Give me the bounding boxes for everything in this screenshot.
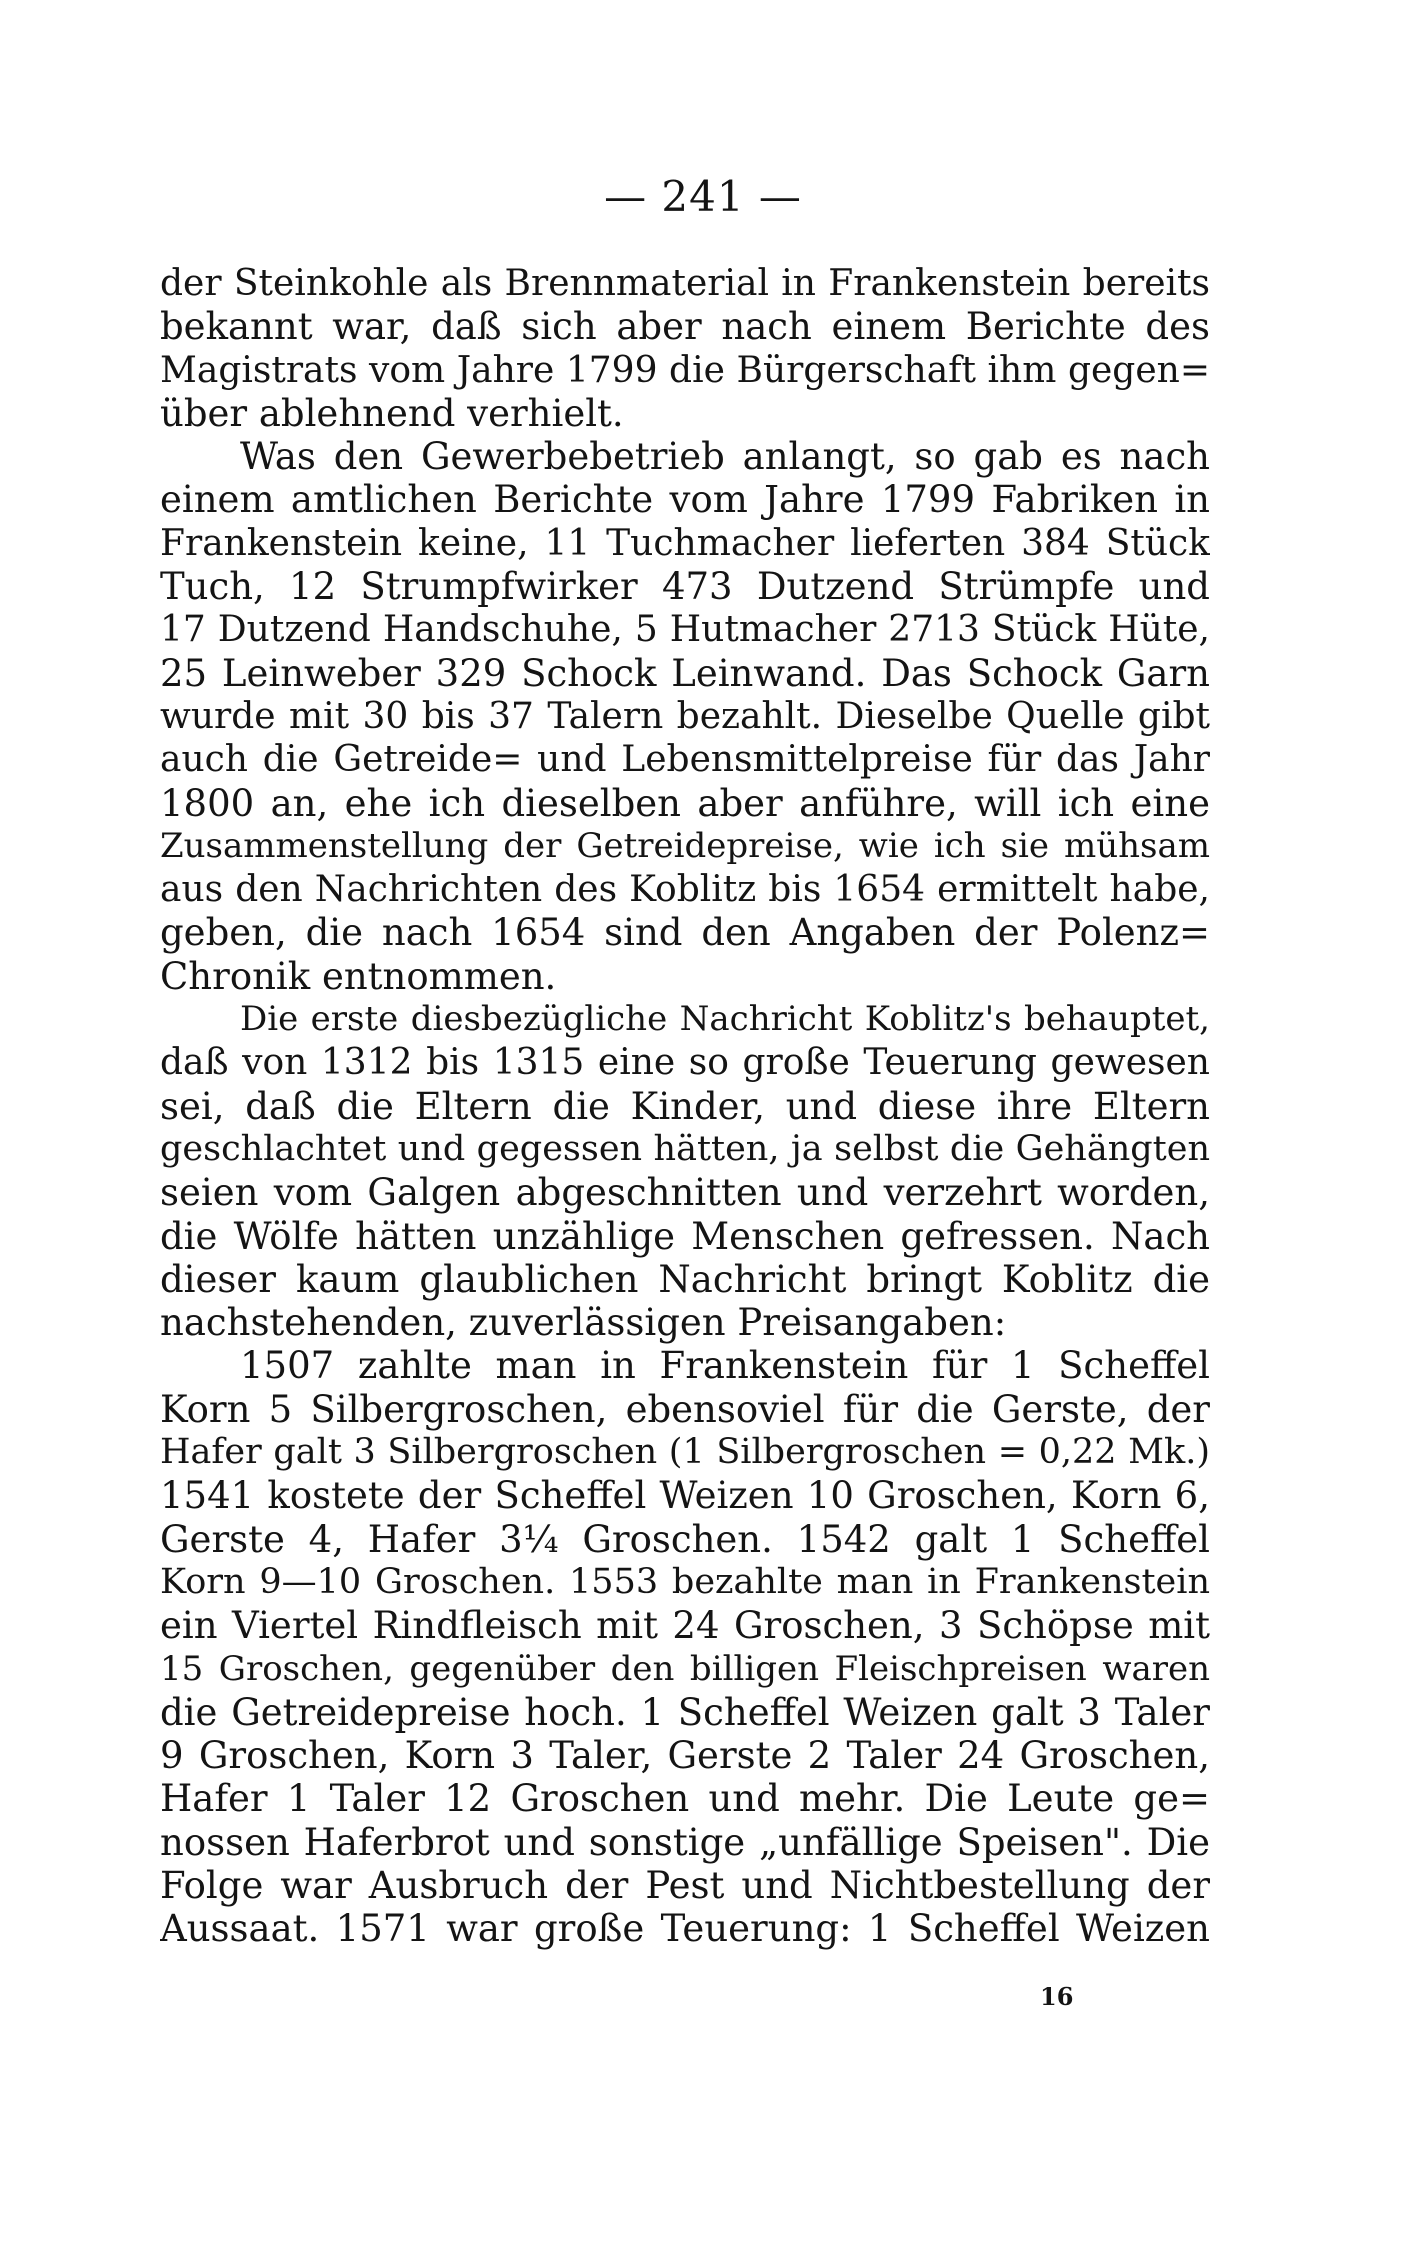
- text-line: die Getreidepreise hoch. 1 Scheffel Weizen galt 3 Taler: [160, 1690, 1210, 1734]
- text-line: 1800 an, ehe ich dieselben aber anführe, will ich eine: [160, 781, 1210, 825]
- text-line: Folge war Ausbruch der Pest und Nichtbestellung der: [160, 1863, 1210, 1907]
- text-line: Was den Gewerbebetrieb anlangt, so gab es nach: [240, 435, 1210, 479]
- text-line: Korn 9—10 Groschen. 1553 bezahlte man in Frankenstein: [160, 1561, 1210, 1602]
- text-line: seien vom Galgen abgeschnitten und verzehrt worden,: [160, 1171, 1210, 1215]
- text-line: Tuch, 12 Strumpfwirker 473 Dutzend Strümpfe und: [160, 565, 1210, 609]
- text-line: geschlachtet und gegessen hätten, ja selbst die Gehängten: [160, 1128, 1210, 1169]
- text-line: einem amtlichen Berichte vom Jahre 1799 Fabriken in: [160, 478, 1210, 522]
- page-number: — 241 —: [604, 172, 802, 221]
- text-line: wurde mit 30 bis 37 Talern bezahlt. Dieselbe Quelle gibt: [160, 695, 1210, 737]
- text-line: Chronik entnommen.: [160, 954, 557, 998]
- text-line: auch die Getreide= und Lebensmittelpreise für das Jahr: [160, 739, 1210, 781]
- text-line: nossen Haferbrot und sonstige „unfällige Speisen". Die: [160, 1820, 1210, 1864]
- text-line: nachstehenden, zuverlässigen Preisangaben:: [160, 1301, 1007, 1345]
- text-line: Frankenstein keine, 11 Tuchmacher lieferten 384 Stück: [160, 522, 1210, 564]
- text-line: sei, daß die Eltern die Kinder, und diese ihre Eltern: [160, 1084, 1210, 1128]
- text-line: 15 Groschen, gegenüber den billigen Fleischpreisen waren: [160, 1648, 1210, 1689]
- text-line: Aussaat. 1571 war große Teuerung: 1 Scheffel Weizen: [160, 1907, 1210, 1951]
- text-line: dieser kaum glaublichen Nachricht bringt Koblitz die: [160, 1257, 1210, 1301]
- text-line: über ablehnend verhielt.: [160, 391, 624, 435]
- text-line: Die erste diesbezügliche Nachricht Koblitz's behauptet,: [240, 999, 1210, 1040]
- text-line: 9 Groschen, Korn 3 Taler, Gerste 2 Taler 24 Groschen,: [160, 1734, 1210, 1778]
- text-line: aus den Nachrichten des Koblitz bis 1654 ermittelt habe,: [160, 869, 1210, 911]
- body-text: [160, 262, 1210, 1951]
- signature-mark: 16: [1040, 1982, 1074, 2011]
- text-line: 25 Leinweber 329 Schock Leinwand. Das Schock Garn: [160, 651, 1210, 695]
- text-line: Korn 5 Silbergroschen, ebensoviel für die Gerste, der: [160, 1387, 1210, 1431]
- text-line: daß von 1312 bis 1315 eine so große Teuerung gewesen: [160, 1042, 1210, 1084]
- text-line: 1541 kostete der Scheffel Weizen 10 Groschen, Korn 6,: [160, 1474, 1210, 1518]
- text-line: Magistrats vom Jahre 1799 die Bürgerschaft ihm gegen=: [160, 349, 1210, 391]
- text-line: ein Viertel Rindfleisch mit 24 Groschen, 3 Schöpse mit: [160, 1604, 1210, 1648]
- text-line: Hafer 1 Taler 12 Groschen und mehr. Die Leute ge=: [160, 1777, 1210, 1821]
- text-line: die Wölfe hätten unzählige Menschen gefressen. Nach: [160, 1214, 1210, 1258]
- text-line: Gerste 4, Hafer 3¼ Groschen. 1542 galt 1 Scheffel: [160, 1517, 1210, 1561]
- text-line: der Steinkohle als Brennmaterial in Frankenstein bereits: [160, 263, 1210, 304]
- text-line: geben, die nach 1654 sind den Angaben der Polenz=: [160, 911, 1210, 955]
- text-line: 1507 zahlte man in Frankenstein für 1 Scheffel: [240, 1344, 1210, 1388]
- text-line: Zusammenstellung der Getreidepreise, wie ich sie mühsam: [160, 825, 1210, 866]
- text-line: Hafer galt 3 Silbergroschen (1 Silbergroschen = 0,22 Mk.): [160, 1432, 1210, 1473]
- text-line: bekannt war, daß sich aber nach einem Berichte des: [160, 305, 1210, 349]
- text-line: 17 Dutzend Handschuhe, 5 Hutmacher 2713 Stück Hüte,: [160, 609, 1210, 651]
